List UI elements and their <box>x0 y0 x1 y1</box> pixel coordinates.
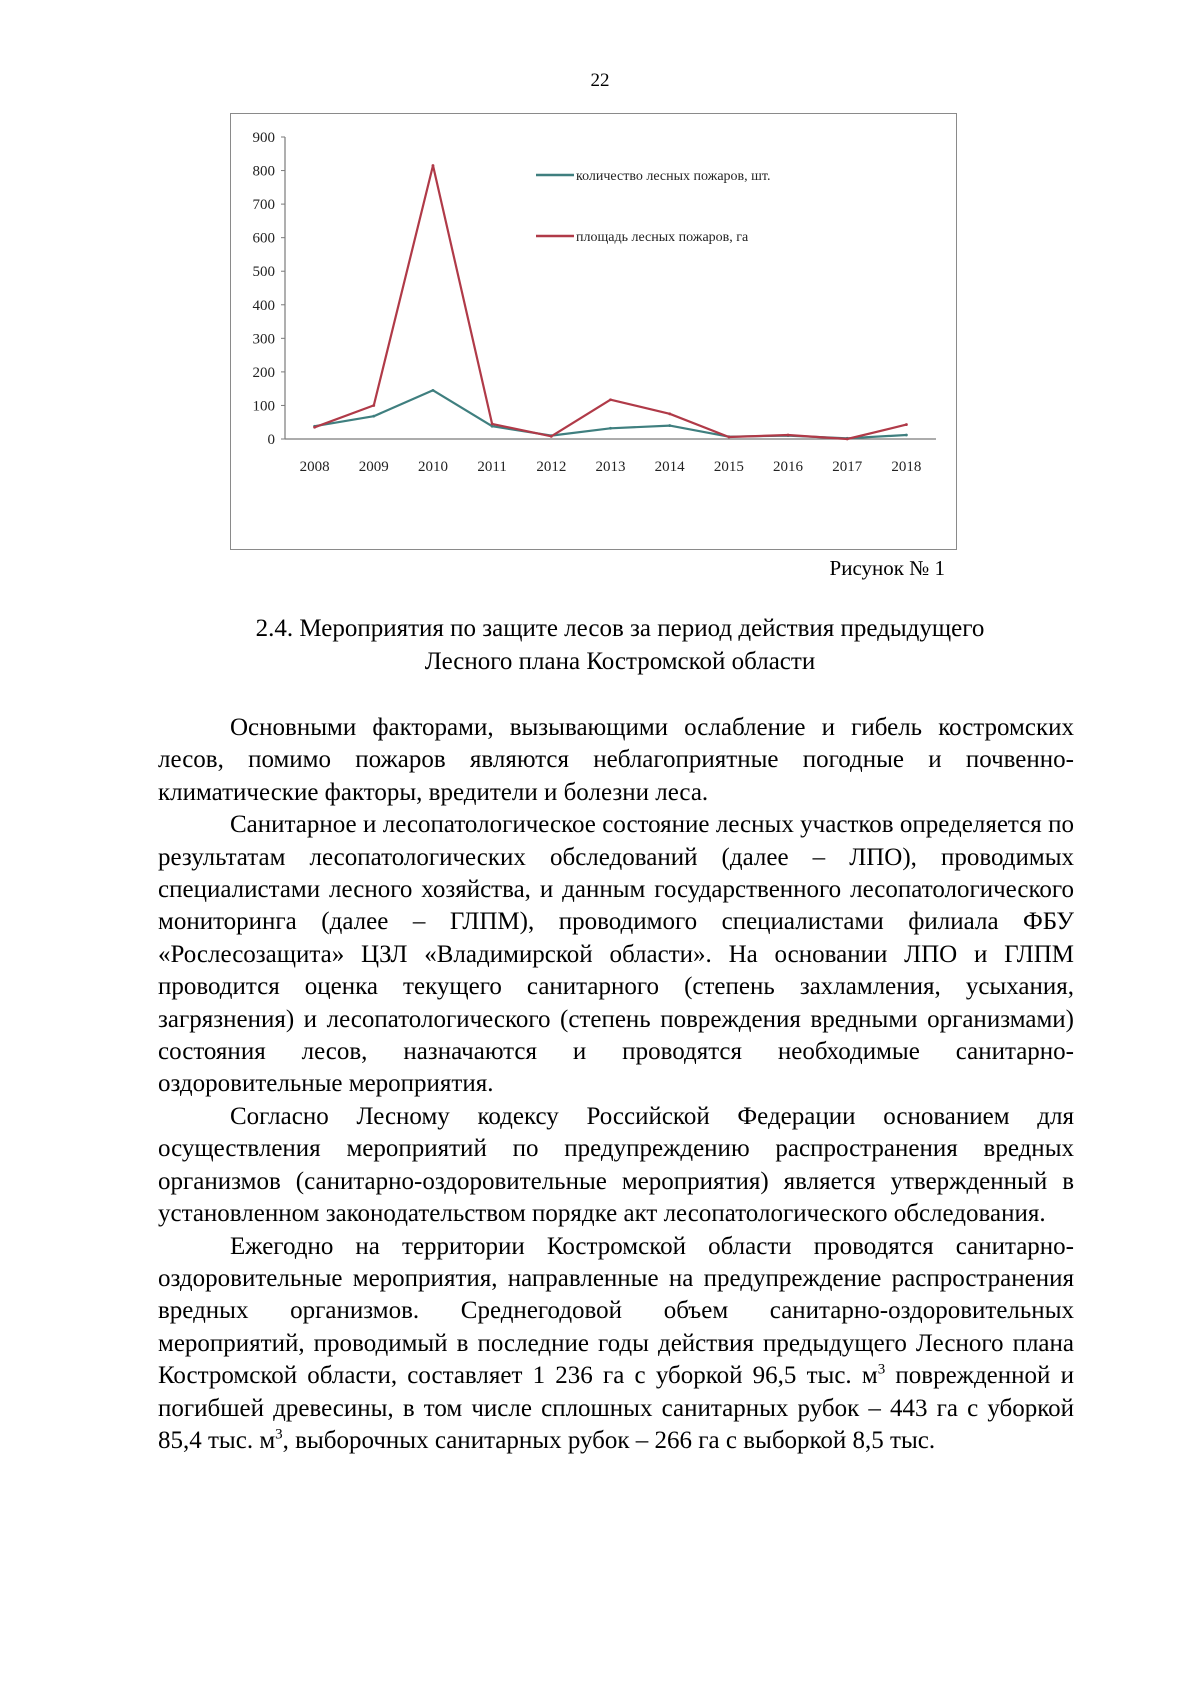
data-point <box>550 435 553 438</box>
data-point <box>491 423 494 426</box>
y-tick-label: 800 <box>252 163 275 180</box>
x-tick-label: 2018 <box>891 459 922 475</box>
paragraph-2: Санитарное и лесопатологическое состояние лесных участков определяется по результатам лесопатологических обследований (далее – ЛПО), проводимых специалистами лесного хозяйства, и данным государственного лесопатологического мониторинга (далее – ГЛПМ), проводимого специалистами филиала ФБУ «Рослесозащита» ЦЗЛ «Владимирской области». На основании ЛПО и ГЛПМ проводится оценка текущего санитарного (степень захламления, усыхания, загрязнения) и лесопатологического (степень повреждения вредными организмами) состояния лесов, назначаются и проводятся необходимые санитарно-оздоровительные мероприятия. <box>158 811 1074 1098</box>
paragraph-4 <box>158 1231 1074 1458</box>
legend-label-2: площадь лесных пожаров, га <box>576 230 749 245</box>
x-tick-label: 2010 <box>417 459 448 475</box>
data-point <box>609 398 612 401</box>
data-point <box>372 404 375 407</box>
data-point <box>432 389 435 392</box>
x-tick-label: 2012 <box>536 459 567 475</box>
data-point <box>846 438 849 441</box>
cubic-superscript-2: 3 <box>275 1426 283 1443</box>
chart-canvas <box>231 114 958 551</box>
paragraph-1: Основными факторами, вызывающими ослабление и гибель костромских лесов, помимо пожаров являются неблагоприятные погодные и почвенно-климатические факторы, вредители и болезни леса. <box>158 714 1074 806</box>
data-point <box>905 423 908 426</box>
paragraph-4-part-1: Ежегодно на территории Костромской области проводятся санитарно-оздоровительные мероприятия, направленные на предупреждение распространения вредных организмов. Среднегодовой объем санитарно-оздоровительных мероприятий, проводимый в последние годы действия предыдущего Лесного плана Костромской области, составляет 1 236 га с уборкой 96,5 тыс. м <box>158 1232 1074 1390</box>
legend-label-1: количество лесных пожаров, шт. <box>576 169 771 184</box>
data-point <box>668 424 671 427</box>
x-tick-label: 2017 <box>832 459 863 475</box>
cubic-superscript-1: 3 <box>877 1361 886 1378</box>
y-tick-label: 100 <box>252 398 275 415</box>
paragraph-3: Согласно Лесному кодексу Российской Федерации основанием для осуществления мероприятий по предупреждению распространения вредных организмов (санитарно-оздоровительные мероприятия) является утвержденный в установленном законодательством порядке акт лесопатологического обследования. <box>158 1102 1074 1228</box>
section-heading <box>160 612 1080 678</box>
body-text <box>158 712 1074 1457</box>
data-point <box>787 434 790 437</box>
series-line-1 <box>315 390 907 438</box>
x-tick-label: 2011 <box>477 459 507 475</box>
data-point <box>313 426 316 429</box>
series-line-2 <box>315 166 907 440</box>
paragraph-4-part-3: , выборочных санитарных рубок – 266 га с выборкой 8,5 тыс. <box>282 1426 936 1454</box>
x-tick-label: 2009 <box>358 459 389 475</box>
page-number: 22 <box>590 70 610 91</box>
x-tick-label: 2015 <box>713 459 744 475</box>
figure-caption: Рисунок № 1 <box>829 556 945 580</box>
section-heading-line-1: 2.4. Мероприятия по защите лесов за период действия предыдущего <box>255 615 985 642</box>
y-tick-label: 700 <box>252 197 275 214</box>
y-tick-label: 500 <box>252 264 275 281</box>
data-point <box>727 436 730 439</box>
y-tick-label: 600 <box>252 230 275 247</box>
x-tick-label: 2014 <box>654 459 685 475</box>
data-point <box>905 434 908 437</box>
data-point <box>372 415 375 418</box>
x-tick-label: 2008 <box>299 459 330 475</box>
x-tick-label: 2013 <box>595 459 626 475</box>
data-point <box>432 164 435 167</box>
y-tick-label: 400 <box>252 297 275 314</box>
section-heading-line-2: Лесного плана Костромской области <box>424 648 816 675</box>
fire-statistics-chart <box>230 113 957 550</box>
data-point <box>609 427 612 430</box>
paragraph-4-part-2: поврежденной и погибшей древесины, в том числе сплошных санитарных рубок – 443 га с уборкой 85,4 тыс. м <box>158 1362 1074 1454</box>
data-point <box>668 412 671 415</box>
x-tick-label: 2016 <box>773 459 804 475</box>
y-tick-label: 0 <box>267 432 275 448</box>
y-tick-label: 300 <box>252 331 275 348</box>
y-tick-label: 200 <box>252 364 275 381</box>
y-tick-label: 900 <box>252 130 275 146</box>
